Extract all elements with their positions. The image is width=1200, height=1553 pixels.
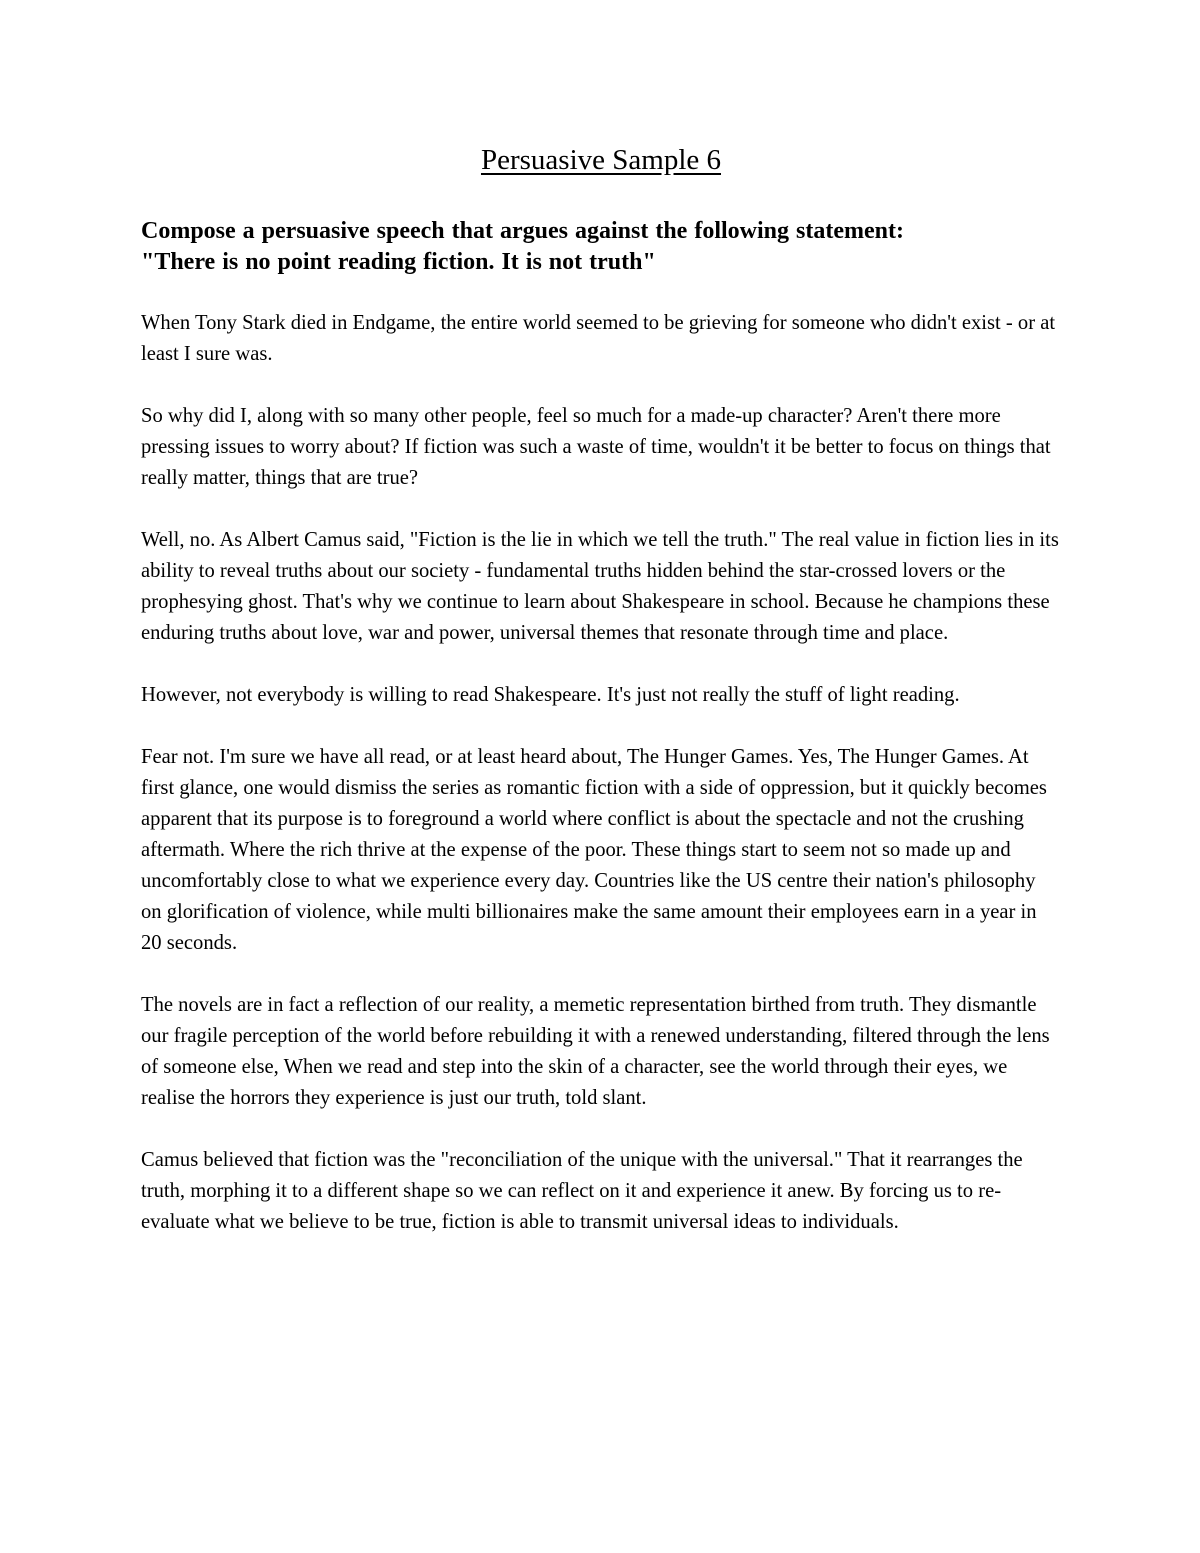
prompt-line-2: "There is no point reading fiction. It is not truth" bbox=[141, 249, 656, 275]
paragraph-7: Camus believed that fiction was the "reconciliation of the unique with the universal." That it rearranges the truth, morphing it to a different shape so we can reflect on it and experience it anew. By forcing us to re-evaluate what we believe to be true, fiction is able to transmit universal ideas to individuals. bbox=[141, 1149, 1023, 1233]
essay-prompt bbox=[141, 216, 1061, 278]
document-page bbox=[141, 140, 1061, 1238]
prompt-line-1: Compose a persuasive speech that argues against the following statement: bbox=[141, 218, 904, 244]
paragraph-2: So why did I, along with so many other people, feel so much for a made-up character? Aren't there more pressing issues to worry about? If fiction was such a waste of time, wouldn't it be better to focus on things that really matter, things that are true? bbox=[141, 405, 1051, 489]
paragraph-4: However, not everybody is willing to read Shakespeare. It's just not really the stuff of light reading. bbox=[141, 684, 960, 706]
document-title: Persuasive Sample 6 bbox=[480, 144, 721, 176]
paragraph-5: Fear not. I'm sure we have all read, or at least heard about, The Hunger Games. Yes, The Hunger Games. At first glance, one would dismiss the series as romantic fiction with a side of oppression, but it quickly becomes apparent that its purpose is to foreground a world where conflict is about the spectacle and not the crushing aftermath. Where the rich thrive at the expense of the poor. These things start to seem not so made up and uncomfortably close to what we experience every day. Countries like the US centre their nation's philosophy on glorification of violence, while multi billionaires make the same amount their employees earn in a year in 20 seconds. bbox=[141, 746, 1047, 954]
paragraph-6: The novels are in fact a reflection of our reality, a memetic representation birthed from truth. They dismantle our fragile perception of the world before rebuilding it with a renewed understanding, filtered through the lens of someone else, When we read and step into the skin of a character, see the world through their eyes, we realise the horrors they experience is just our truth, told slant. bbox=[141, 994, 1050, 1109]
paragraph-3: Well, no. As Albert Camus said, "Fiction is the lie in which we tell the truth." The real value in fiction lies in its ability to reveal truths about our society - fundamental truths hidden behind the star-crossed lovers or the prophesying ghost. That's why we continue to learn about Shakespeare in school. Because he champions these enduring truths about love, war and power, universal themes that resonate through time and place. bbox=[141, 529, 1059, 644]
paragraph-1: When Tony Stark died in Endgame, the entire world seemed to be grieving for someone who didn't exist - or at least I sure was. bbox=[141, 312, 1056, 365]
